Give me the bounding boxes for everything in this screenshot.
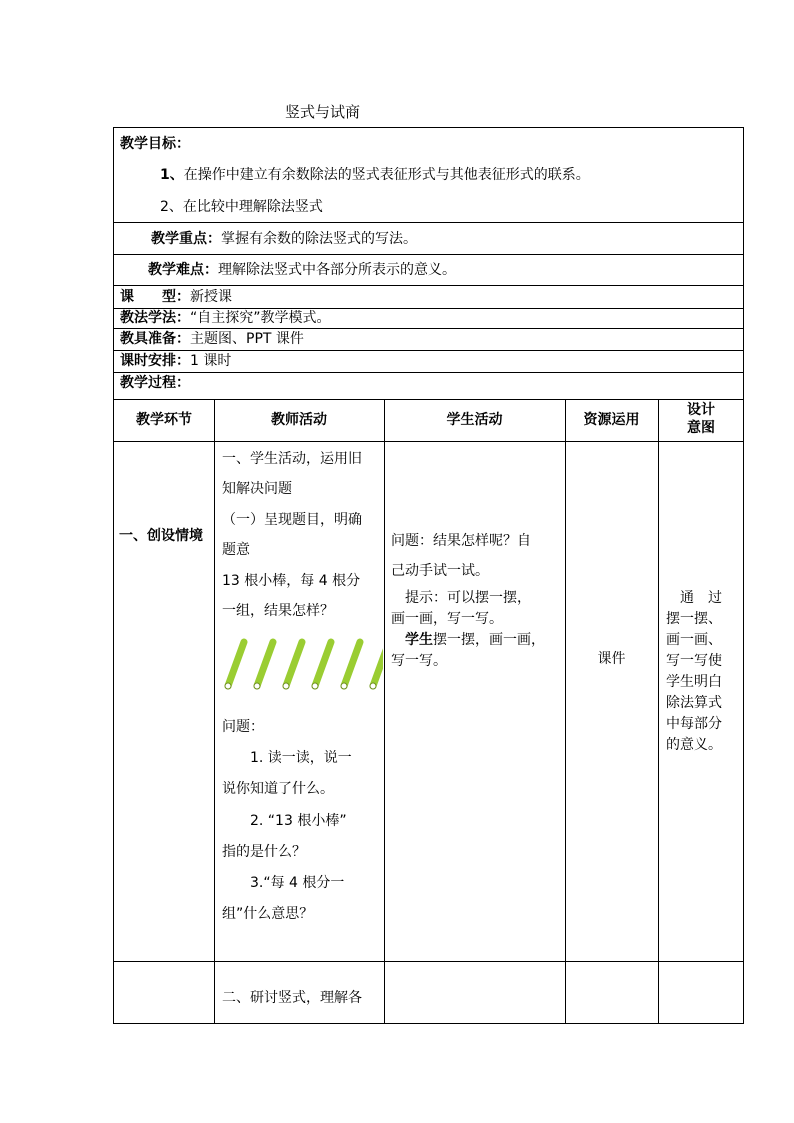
schedule <box>120 352 231 370</box>
row-divider <box>114 285 743 286</box>
key-point <box>151 230 417 248</box>
objective-2: 2、在比较中理解除法竖式 <box>160 199 323 215</box>
row-divider <box>114 372 743 373</box>
teacher-question: 组”什么意思？ <box>222 906 314 922</box>
teacher-question: 指的是什么？ <box>222 844 306 860</box>
teacher-question: 1. 读一读，说一 <box>222 750 352 766</box>
header-resource: 资源运用 <box>583 412 640 428</box>
teaching-tools <box>120 330 304 348</box>
teacher-line: 题意 <box>222 542 250 558</box>
teacher-line: 知解决问题 <box>222 481 292 497</box>
teacher-line-row2: 二、研讨竖式，理解各 <box>222 990 362 1006</box>
stick <box>315 642 331 686</box>
teacher-line: 13 根小棒，每 4 根分 <box>222 573 361 589</box>
stick-end <box>283 683 289 689</box>
teacher-question: 2. “13 根小棒” <box>222 813 347 829</box>
stick <box>373 642 383 686</box>
student-label: 学生 <box>405 632 433 648</box>
row-divider <box>114 222 743 223</box>
col-divider <box>658 399 659 1023</box>
teaching-method <box>120 309 331 327</box>
student-line: 问题：结果怎样呢？自 <box>391 533 531 549</box>
intent-line: 摆一摆、 <box>666 611 722 627</box>
row-divider <box>114 254 743 255</box>
header-stage: 教学环节 <box>136 412 192 428</box>
student-action: 写一写。 <box>391 653 447 669</box>
row-divider <box>114 399 743 400</box>
method-label: 教法学法： <box>120 310 190 326</box>
tools-label: 教具准备： <box>120 331 190 347</box>
header-student: 学生活动 <box>446 412 503 428</box>
student-action <box>391 631 545 649</box>
lesson-type <box>120 288 232 306</box>
teacher-line: 一、学生活动，运用旧 <box>222 451 362 467</box>
intent-line: 学生明白 <box>666 674 722 690</box>
schedule-label: 课时安排： <box>120 353 190 369</box>
lesson-type-label: 课 型： <box>120 289 190 305</box>
teacher-question: 问题： <box>222 719 264 735</box>
teacher-line: （一）呈现题目，明确 <box>222 512 362 528</box>
stage-cell: 一、创设情境 <box>119 528 203 544</box>
teacher-question: 说你知道了什么。 <box>222 781 334 797</box>
difficulty-text: 理解除法竖式中各部分所表示的意义。 <box>218 262 456 278</box>
teacher-line: 一组，结果怎样？ <box>222 603 334 619</box>
student-action-text: 摆一摆，画一画， <box>433 632 545 648</box>
student-hint: 画一画，写一写。 <box>391 611 503 627</box>
student-line: 己动手试一试。 <box>391 563 489 579</box>
col-divider <box>384 399 385 1023</box>
stick-end <box>225 683 231 689</box>
key-point-text: 掌握有余数的除法竖式的写法。 <box>221 231 417 247</box>
method-text: “自主探究”教学模式。 <box>190 310 331 326</box>
teacher-question: 3.“每 4 根分一 <box>222 875 345 891</box>
row-divider <box>114 350 743 351</box>
tools-text: 主题图、PPT 课件 <box>190 331 304 347</box>
page-title: 竖式与试商 <box>285 103 361 121</box>
schedule-text: 1 课时 <box>190 353 232 369</box>
intent-line: 画一画、 <box>666 632 722 648</box>
resource-cell: 课件 <box>597 651 626 667</box>
col-divider <box>214 399 215 1023</box>
row-divider <box>114 328 743 329</box>
intent-line: 除法算式 <box>666 695 722 711</box>
difficulty <box>148 261 456 279</box>
col-divider <box>565 399 566 1023</box>
stick <box>257 642 273 686</box>
intent-line: 中每部分 <box>666 716 722 732</box>
difficulty-label: 教学难点： <box>148 262 218 278</box>
stick-end <box>370 683 376 689</box>
row-divider <box>114 961 743 962</box>
intent-line: 写一写使 <box>666 653 722 669</box>
objectives-label: 教学目标： <box>120 136 190 152</box>
student-hint: 提示：可以摆一摆， <box>391 590 531 606</box>
stick <box>286 642 302 686</box>
stick-end <box>312 683 318 689</box>
header-intent: 设计 意图 <box>687 402 715 436</box>
intent-line: 的意义。 <box>666 737 722 753</box>
key-point-label: 教学重点： <box>151 231 221 247</box>
intent-line: 通 过 <box>666 590 722 606</box>
sticks-illustration <box>220 636 383 694</box>
objective-1-text: 在操作中建立有余数除法的竖式表征形式与其他表征形式的联系。 <box>183 167 590 183</box>
process-label: 教学过程： <box>120 375 190 391</box>
stick <box>228 642 244 686</box>
row-divider <box>114 441 743 442</box>
header-teacher: 教师活动 <box>271 412 327 428</box>
objective-1-num: 1、 <box>160 167 184 183</box>
stick <box>344 642 360 686</box>
lesson-type-text: 新授课 <box>190 289 232 305</box>
stick-end <box>254 683 260 689</box>
stick-end <box>341 683 347 689</box>
objective-1 <box>160 166 590 184</box>
